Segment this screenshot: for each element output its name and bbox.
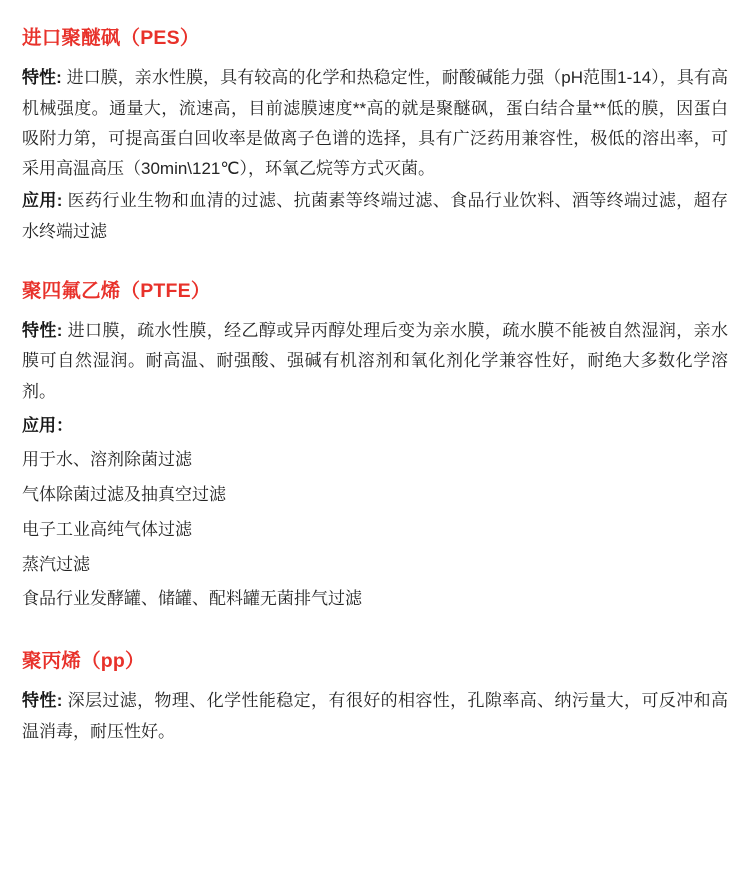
application-paragraph-pes — [22, 186, 728, 247]
section-pes — [22, 24, 728, 247]
list-item: 电子工业高纯气体过滤 — [22, 519, 192, 539]
application-text-pes: 医药行业生物和血清的过滤、抗菌素等终端过滤、食品行业饮料、酒等终端过滤，超存水终端过滤 — [22, 191, 729, 241]
application-label-ptfe: 应用： — [22, 415, 73, 435]
section-title-ptfe: 聚四氟乙烯（PTFE） — [22, 279, 211, 302]
feature-label-pp: 特性: — [22, 691, 63, 711]
list-item: 蒸汽过滤 — [22, 554, 90, 574]
feature-text-pp: 深层过滤，物理、化学性能稳定，有很好的相容性，孔隙率高、纳污量大，可反冲和高温消毒，耐压性好。 — [22, 691, 729, 741]
feature-text-pes: 进口膜，亲水性膜，具有较高的化学和热稳定性，耐酸碱能力强（pH范围1-14），具有高机械强度。通量大，流速高，目前滤膜速度**高的就是聚醚砜，蛋白结合量**低的膜，因蛋白吸附力第，可提高蛋白回收率是做离子色谱的选择，具有广泛药用兼容性，极低的溶出率，可采用高温高压（30min\121℃），环氧乙烷等方式灭菌。 — [22, 68, 728, 178]
feature-label-pes: 特性: — [22, 68, 62, 88]
feature-paragraph-ptfe — [22, 316, 728, 407]
feature-paragraph-pes — [22, 63, 728, 184]
feature-text-ptfe: 进口膜，疏水性膜，经乙醇或异丙醇处理后变为亲水膜，疏水膜不能被自然湿润，亲水膜可自然湿润。耐高温、耐强酸、强碱有机溶剂和氧化剂化学兼容性好，耐绝大多数化学溶剂。 — [22, 321, 729, 401]
application-list-ptfe — [22, 443, 728, 617]
list-item: 食品行业发酵罐、储罐、配料罐无菌排气过滤 — [22, 589, 362, 609]
section-title-pp: 聚丙烯（pp） — [22, 650, 145, 673]
section-title-pes: 进口聚醚砜（PES） — [22, 27, 200, 49]
section-pp — [22, 647, 728, 747]
list-item: 气体除菌过滤及抽真空过滤 — [22, 484, 226, 504]
feature-paragraph-pp — [22, 686, 728, 747]
section-ptfe — [22, 277, 728, 617]
list-item: 用于水、溶剂除菌过滤 — [22, 450, 192, 469]
application-label-pes: 应用: — [22, 191, 63, 211]
feature-label-ptfe: 特性: — [22, 321, 63, 340]
